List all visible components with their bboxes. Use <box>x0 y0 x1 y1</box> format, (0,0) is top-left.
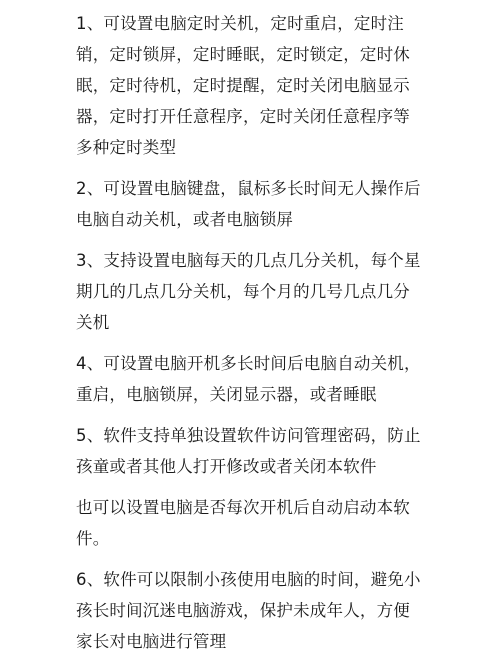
feature-item-4: 4、可设置电脑开机多长时间后电脑自动关机，重启，电脑锁屏，关闭显示器，或者睡眠 <box>76 354 421 404</box>
feature-list <box>76 8 426 667</box>
autostart-note: 也可以设置电脑是否每次开机后自动启动本软件。 <box>76 498 410 548</box>
feature-item-5: 5、软件支持单独设置软件访问管理密码，防止孩童或者其他人打开修改或者关闭本软件 <box>76 426 421 476</box>
feature-item-1: 1、可设置电脑定时关机，定时重启，定时注销，定时锁屏，定时睡眠，定时锁定，定时休眠，定时待机，定时提醒，定时关闭电脑显示器，定时打开任意程序，定时关闭任意程序等多种定时类型 <box>76 14 410 157</box>
feature-item-3: 3、支持设置电脑每天的几点几分关机，每个星期几的几点几分关机，每个月的几号几点几分关机 <box>76 251 421 332</box>
feature-item-2: 2、可设置电脑键盘，鼠标多长时间无人操作后电脑自动关机，或者电脑锁屏 <box>76 179 421 229</box>
feature-item-6: 6、软件可以限制小孩使用电脑的时间，避免小孩长时间沉迷电脑游戏，保护未成年人，方便家长对电脑进行管理 <box>76 570 421 651</box>
